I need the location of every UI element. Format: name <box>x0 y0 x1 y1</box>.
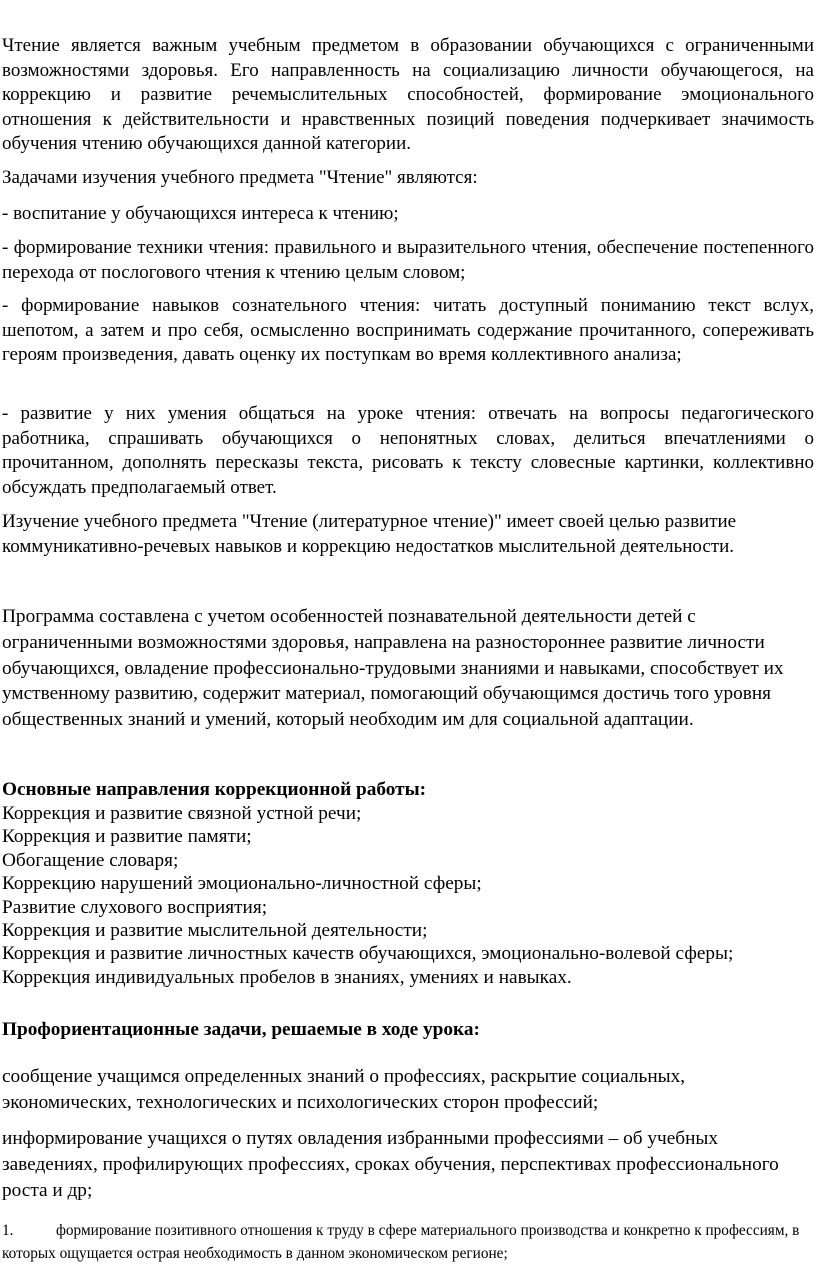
list-item: Коррекцию нарушений эмоционально-личностной сферы; <box>2 873 482 895</box>
career-item-1: сообщение учащимся определенных знаний о профессиях, раскрытие социальных, экономических, технологических и психологических сторон профессий; <box>2 1066 686 1113</box>
career-heading: Профориентационные задачи, решаемые в ходе урока: <box>2 1019 480 1040</box>
item-text: формирование позитивного отношения к труду в сфере материального производства и конкретно к профессиям, в которых ощущается острая необходимость в данном экономическом регионе; <box>2 1222 800 1262</box>
task-item-3: - формирование навыков сознательного чтения: читать доступный пониманию текст вслух, шепотом, а затем и про себя, осмысленно воспринимать содержание прочитанного, сопереживать героям произведения, давать оценку их поступкам во время коллективного анализа; <box>2 295 814 366</box>
task-item-4: - развитие у них умения общаться на уроке чтения: отвечать на вопросы педагогического работника, спрашивать обучающихся о непонятных словах, делиться впечатлениями о прочитанном, дополнять пересказы текста, рисовать к тексту словесные картинки, коллективно обсуждать предполагаемый ответ. <box>2 403 814 498</box>
list-item: Коррекция и развитие памяти; <box>2 826 252 848</box>
item-number: 1. <box>2 1222 14 1239</box>
list-item: Коррекция и развитие личностных качеств обучающихся, эмоционально-волевой сферы; <box>2 943 734 965</box>
task-item-1: - воспитание у обучающихся интереса к чтению; <box>2 203 399 224</box>
task-item-2: - формирование техники чтения: правильного и выразительного чтения, обеспечение постепенного перехода от послогового чтения к чтению целым словом; <box>2 237 814 283</box>
tasks-intro: Задачами изучения учебного предмета "Чтение" являются: <box>2 167 478 188</box>
career-item-2: информирование учащихся о путях овладения избранными профессиями – об учебных заведениях, профилирующих профессиях, сроках обучения, перспективах профессионального роста и др; <box>2 1128 779 1201</box>
list-item: Коррекция индивидуальных пробелов в знаниях, умениях и навыках. <box>2 966 572 988</box>
program-paragraph: Программа составлена с учетом особенностей познавательной деятельности детей с ограниченными возможностями здоровья, направлена на разностороннее развитие личности обучающихся, овладение профессионально-трудовыми знаниями и навыками, способствует их умственному развитию, содержит материал, помогающий обучающимся достичь того уровня общественных знаний и умений, который необходим им для социальной адаптации. <box>2 606 784 731</box>
correction-heading: Основные направления коррекционной работы: <box>2 779 427 800</box>
list-item: Коррекция и развитие мыслительной деятельности; <box>2 920 428 942</box>
list-item: Обогащение словаря; <box>2 849 179 871</box>
intro-paragraph: Чтение является важным учебным предметом в образовании обучающихся с ограниченными возможностями здоровья. Его направленность на социализацию личности обучающегося, на коррекцию и развитие речемыслительных способностей, формирование эмоционального отношения к действительности и нравственных позиций поведения подчеркивает значимость обучения чтению обучающихся данной категории. <box>2 35 814 155</box>
correction-list <box>2 802 814 989</box>
list-item: Развитие слухового восприятия; <box>2 896 268 918</box>
numbered-item <box>2 1220 814 1265</box>
goal-paragraph: Изучение учебного предмета "Чтение (литературное чтение)" имеет своей целью развитие коммуникативно-речевых навыков и коррекцию недостатков мыслительной деятельности. <box>2 511 737 557</box>
list-item: Коррекция и развитие связной устной речи; <box>2 803 362 824</box>
